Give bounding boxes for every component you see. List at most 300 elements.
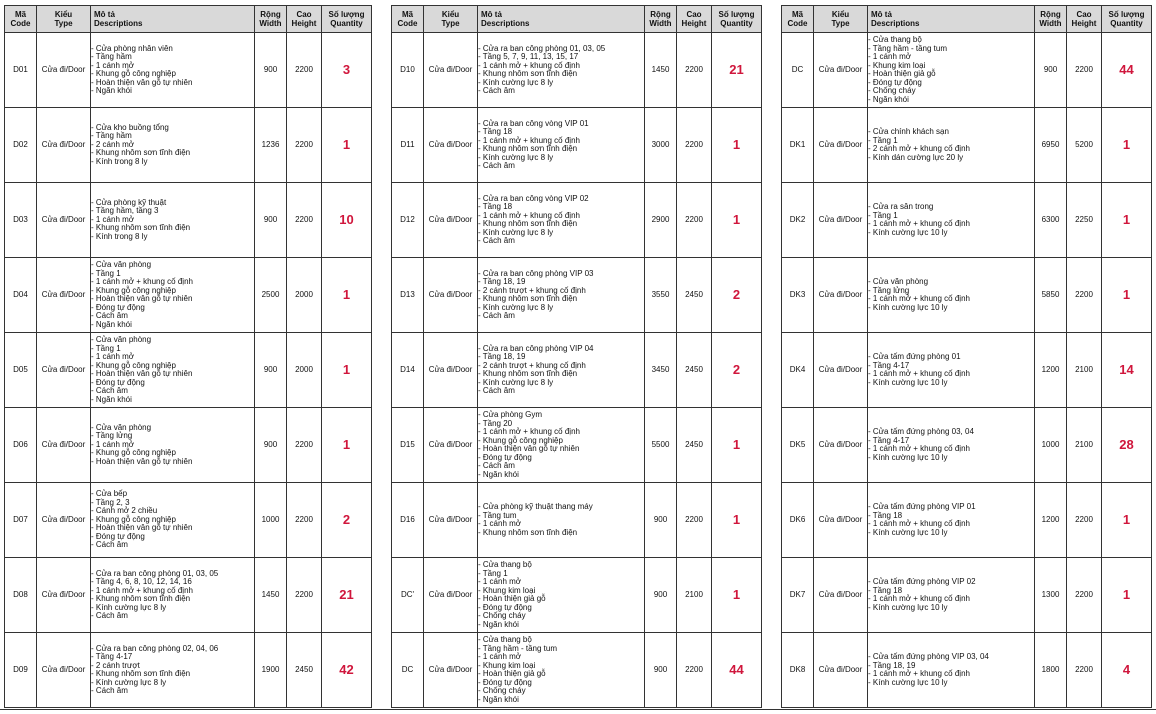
door-quantity: 1 — [712, 558, 762, 633]
description-line: - Cửa văn phòng — [91, 422, 152, 432]
description-line: - Kính cường lực 10 ly — [868, 377, 948, 387]
description-line: - Tầng 18, 19 — [868, 660, 916, 670]
description-line: - Khung nhôm sơn tĩnh điện — [91, 148, 191, 158]
description-line: - 2 cánh trượt — [91, 660, 140, 670]
door-type: Cửa đi/Door — [424, 333, 478, 408]
table-row — [782, 483, 1152, 558]
door-width: 2500 — [255, 258, 287, 333]
description-line: - Tầng lửng — [868, 285, 910, 295]
description-line: - Tầng hầm - tầng tum — [478, 643, 557, 653]
description-line: - 1 cánh mở + khung cố định — [478, 427, 580, 436]
description-line: - Tầng hầm — [91, 131, 132, 141]
description-line: - Kính cường lực 10 ly — [868, 602, 948, 612]
description-line: - Ngăn khói — [478, 694, 519, 704]
description-line: - Hoàn thiện vân gỗ tự nhiên — [91, 77, 193, 87]
table-row — [5, 108, 372, 183]
description-line: - Đóng tự động — [91, 302, 145, 312]
description-line: - Khung gỗ công nghiệp — [91, 448, 176, 458]
door-quantity: 1 — [712, 183, 762, 258]
description-line: - Tầng 18 — [478, 202, 513, 211]
door-type: Cửa đi/Door — [37, 408, 91, 483]
door-height: 2100 — [1067, 408, 1102, 483]
header-code: Mã Code — [5, 6, 37, 33]
description-line: - Cửa văn phòng — [868, 277, 929, 286]
description-line: - Kính cường lực 10 ly — [868, 227, 948, 237]
door-quantity: 44 — [1102, 33, 1152, 108]
description-line: - Hoàn thiện vân gỗ tự nhiên — [478, 444, 580, 453]
door-type: Cửa đi/Door — [814, 558, 868, 633]
description-line: - Khung gỗ công nghiệp — [91, 360, 176, 370]
description-line: - Tầng hầm — [91, 52, 132, 61]
door-description — [478, 333, 645, 408]
table-row — [782, 183, 1152, 258]
table-row — [782, 333, 1152, 408]
door-type: Cửa đi/Door — [37, 183, 91, 258]
description-line: - Khung nhôm sơn tĩnh điện — [91, 594, 191, 603]
description-line: - 1 cánh mở + khung cố định — [868, 219, 970, 228]
door-code: D01 — [5, 33, 37, 108]
door-height: 2450 — [677, 258, 712, 333]
description-line: - Cửa ra sân trong — [868, 202, 934, 211]
door-width: 1200 — [1035, 333, 1067, 408]
door-height: 2200 — [287, 108, 322, 183]
door-height: 2200 — [287, 483, 322, 558]
door-height: 2200 — [287, 558, 322, 633]
description-line: - Khung nhôm sơn tĩnh điện — [478, 144, 578, 153]
description-line: - Cửa tấm đứng phòng VIP 03, 04 — [868, 652, 989, 661]
header-code: Mã Code — [782, 6, 814, 33]
door-height: 2000 — [287, 258, 322, 333]
door-height: 2200 — [677, 183, 712, 258]
door-width: 3000 — [645, 108, 677, 183]
description-line: - Kính cường lực 8 ly — [478, 227, 554, 237]
door-height: 5200 — [1067, 108, 1102, 183]
description-line: - Cửa tấm đứng phòng 03, 04 — [868, 427, 974, 436]
door-type: Cửa đi/Door — [37, 108, 91, 183]
door-width: 1450 — [645, 33, 677, 108]
description-line: - Cửa ra ban công vòng VIP 01 — [478, 118, 589, 128]
description-line: - Khung kim loại — [478, 585, 536, 595]
header-width: Rộng Width — [645, 6, 677, 33]
description-line: - Ngăn khói — [478, 619, 519, 629]
description-line: - Tầng 1 — [868, 210, 898, 220]
door-width: 1200 — [1035, 483, 1067, 558]
door-width: 1450 — [255, 558, 287, 633]
description-line: - Cửa phòng Gym — [478, 410, 543, 419]
table-row — [392, 408, 762, 483]
door-type: Cửa đi/Door — [37, 483, 91, 558]
description-line: - 1 cánh mở — [91, 214, 135, 224]
door-quantity: 3 — [322, 33, 372, 108]
description-line: - Đóng tự động — [478, 602, 532, 612]
door-description — [868, 333, 1035, 408]
door-quantity: 44 — [712, 633, 762, 708]
description-line: - Cửa ra ban công phòng 01, 03, 05 — [478, 43, 606, 53]
door-quantity: 2 — [712, 333, 762, 408]
description-line: - Hoàn thiện vân gỗ tự nhiên — [91, 294, 193, 303]
door-type: Cửa đi/Door — [424, 633, 478, 708]
door-type: Cửa đi/Door — [814, 408, 868, 483]
description-line: - Khung nhôm sơn tĩnh điện — [478, 219, 578, 228]
door-width: 900 — [645, 558, 677, 633]
door-schedule-table-1 — [4, 5, 372, 708]
description-line: - Cách âm — [91, 386, 128, 395]
description-line: - 1 cánh mở — [91, 60, 135, 70]
table-row — [5, 183, 372, 258]
description-line: - Tầng 4-17 — [868, 435, 910, 445]
description-line: - 1 cánh mở — [478, 577, 522, 586]
door-width: 900 — [1035, 33, 1067, 108]
description-line: - Cửa thang bộ — [868, 35, 922, 44]
table-row — [5, 483, 372, 558]
door-description — [91, 333, 255, 408]
header-type: Kiểu Type — [814, 6, 868, 33]
door-code: D06 — [5, 408, 37, 483]
description-line: - Cách âm — [478, 311, 515, 320]
table-row — [782, 258, 1152, 333]
description-line: - Kính cường lực 10 ly — [868, 302, 948, 312]
door-type: Cửa đi/Door — [814, 108, 868, 183]
door-quantity: 1 — [1102, 183, 1152, 258]
description-line: - Ngăn khói — [868, 94, 909, 104]
description-line: - Khung nhôm sơn tĩnh điện — [478, 294, 578, 303]
table-row — [5, 333, 372, 408]
description-line: - Cửa phòng kỹ thuật — [91, 197, 167, 207]
door-code: D02 — [5, 108, 37, 183]
door-width: 1300 — [1035, 558, 1067, 633]
description-line: - Cửa tấm đứng phòng VIP 01 — [868, 502, 976, 511]
door-description — [868, 558, 1035, 633]
door-quantity: 1 — [712, 108, 762, 183]
description-line: - Cửa ra ban công phòng VIP 04 — [478, 343, 594, 353]
door-height: 2200 — [677, 33, 712, 108]
description-line: - Khung gỗ công nghiệp — [91, 285, 176, 295]
door-schedule-table-3 — [781, 5, 1152, 708]
door-height: 2200 — [287, 408, 322, 483]
door-quantity: 1 — [322, 258, 372, 333]
door-quantity: 14 — [1102, 333, 1152, 408]
description-line: - Cửa ra ban công phòng VIP 03 — [478, 268, 594, 278]
door-height: 2200 — [1067, 258, 1102, 333]
description-line: - Cửa chính khách sạn — [868, 127, 949, 136]
door-quantity: 1 — [322, 333, 372, 408]
description-line: - Tầng hầm - tầng tum — [868, 43, 947, 53]
description-line: - Cửa văn phòng — [91, 335, 152, 344]
door-description — [91, 183, 255, 258]
door-description — [478, 633, 645, 708]
description-line: - Tầng 18 — [868, 510, 903, 520]
table-row — [782, 633, 1152, 708]
door-code: D11 — [392, 108, 424, 183]
door-code: DC — [392, 633, 424, 708]
description-line: - Kính cường lực 8 ly — [478, 152, 554, 162]
description-line: - Khung nhôm sơn tĩnh điện — [91, 223, 191, 233]
door-description — [91, 633, 255, 708]
description-line: - Hoàn thiện vân gỗ tự nhiên — [91, 523, 193, 533]
door-code: D14 — [392, 333, 424, 408]
description-line: - Chống cháy — [478, 686, 526, 695]
door-code: DK4 — [782, 333, 814, 408]
door-description — [868, 33, 1035, 108]
door-width: 6300 — [1035, 183, 1067, 258]
door-width: 5850 — [1035, 258, 1067, 333]
description-line: - 1 cánh mở + khung cố định — [868, 294, 970, 303]
description-line: - Ngăn khói — [91, 394, 132, 404]
door-description — [478, 183, 645, 258]
description-line: - Khung kim loại — [868, 60, 926, 70]
description-line: - Cách âm — [91, 311, 128, 320]
door-width: 3450 — [645, 333, 677, 408]
description-line: - 1 cánh mở + khung cố định — [478, 135, 580, 145]
description-line: - Tầng 4, 6, 8, 10, 12, 14, 16 — [91, 577, 192, 586]
door-type: Cửa đi/Door — [37, 258, 91, 333]
header-height: Cao Height — [287, 6, 322, 33]
description-line: - 1 cánh mở — [91, 352, 135, 361]
door-type: Cửa đi/Door — [37, 558, 91, 633]
door-code: D13 — [392, 258, 424, 333]
description-line: - Kính cường lực 8 ly — [478, 77, 554, 87]
door-description — [868, 483, 1035, 558]
description-line: - Tầng lửng — [91, 431, 133, 441]
door-quantity: 10 — [322, 183, 372, 258]
description-line: - Ngăn khói — [478, 469, 519, 479]
door-height: 2450 — [287, 633, 322, 708]
header-type: Kiểu Type — [424, 6, 478, 33]
description-line: - Tầng 1 — [91, 343, 121, 353]
description-line: - 1 cánh mở — [478, 652, 522, 661]
door-quantity: 1 — [1102, 258, 1152, 333]
description-line: - 1 cánh mở + khung cố định — [91, 585, 193, 595]
door-quantity: 1 — [712, 408, 762, 483]
description-line: - Kính cường lực 10 ly — [868, 452, 948, 462]
description-line: - Tầng 1 — [478, 568, 508, 578]
description-line: - Đóng tự động — [478, 677, 532, 687]
description-line: - Khung kim loại — [478, 660, 536, 670]
door-code: D12 — [392, 183, 424, 258]
door-description — [91, 33, 255, 108]
description-line: - Cửa phòng nhân viên — [91, 43, 173, 53]
door-type: Cửa đi/Door — [814, 258, 868, 333]
door-type: Cửa đi/Door — [814, 483, 868, 558]
door-quantity: 2 — [712, 258, 762, 333]
door-type: Cửa đi/Door — [814, 333, 868, 408]
door-description — [478, 408, 645, 483]
door-type: Cửa đi/Door — [814, 633, 868, 708]
description-line: - 1 cánh mở + khung cố định — [868, 519, 970, 528]
door-description — [91, 258, 255, 333]
door-height: 2250 — [1067, 183, 1102, 258]
description-line: - Kính trong 8 ly — [91, 231, 148, 241]
description-line: - Tầng 18 — [478, 127, 513, 136]
description-line: - Cửa phòng kỹ thuật thang máy — [478, 502, 593, 511]
table-row — [5, 558, 372, 633]
door-code: D07 — [5, 483, 37, 558]
header-descriptions: Mô tả Descriptions — [91, 6, 255, 33]
description-line: - Kính cường lực 10 ly — [868, 677, 948, 687]
description-line: - Kính trong 8 ly — [91, 156, 148, 166]
description-line: - Tầng tum — [478, 510, 517, 520]
door-code: DC — [782, 33, 814, 108]
door-type: Cửa đi/Door — [424, 183, 478, 258]
description-line: - 1 cánh mở + khung cố định — [868, 444, 970, 453]
header-quantity: Số lượng Quantity — [322, 6, 372, 33]
description-line: - Cửa thang bộ — [478, 635, 532, 644]
door-width: 6950 — [1035, 108, 1067, 183]
door-description — [91, 558, 255, 633]
door-type: Cửa đi/Door — [37, 33, 91, 108]
description-line: - Tầng 4-17 — [868, 360, 910, 370]
door-quantity: 1 — [322, 108, 372, 183]
description-line: - Tầng 5, 7, 9, 11, 13, 15, 17 — [478, 52, 579, 61]
description-line: - Cách âm — [478, 461, 515, 470]
door-description — [478, 108, 645, 183]
description-line: - Ngăn khói — [91, 86, 132, 95]
description-line: - Kính cường lực 10 ly — [868, 527, 948, 537]
description-line: - Ngăn khói — [91, 319, 132, 329]
door-description — [868, 108, 1035, 183]
table-row — [392, 108, 762, 183]
door-code: D03 — [5, 183, 37, 258]
table-row — [782, 108, 1152, 183]
description-line: - Đóng tự động — [91, 377, 145, 387]
door-quantity: 4 — [1102, 633, 1152, 708]
door-quantity: 2 — [322, 483, 372, 558]
description-line: - Cửa ra ban công vòng VIP 02 — [478, 193, 589, 203]
door-quantity: 1 — [1102, 558, 1152, 633]
description-line: - Tầng 2, 3 — [91, 497, 130, 507]
table-row — [5, 633, 372, 708]
header-row — [782, 6, 1152, 33]
description-line: - Khung gỗ công nghiệp — [478, 435, 563, 445]
header-code: Mã Code — [392, 6, 424, 33]
description-line: - Cách âm — [478, 236, 515, 245]
door-width: 900 — [255, 408, 287, 483]
description-line: - Chống cháy — [478, 611, 526, 620]
door-width: 900 — [255, 33, 287, 108]
description-line: - 2 cánh trượt + khung cố định — [478, 360, 586, 370]
next-page-edge — [0, 709, 1156, 714]
door-description — [91, 108, 255, 183]
description-line: - Khung gỗ công nghiệp — [91, 69, 176, 78]
door-quantity: 1 — [1102, 108, 1152, 183]
door-description — [868, 633, 1035, 708]
table-row — [392, 633, 762, 708]
description-line: - Hoàn thiện vân gỗ tự nhiên — [91, 369, 193, 378]
door-height: 2100 — [677, 558, 712, 633]
description-line: - Hoàn thiện giả gỗ — [478, 594, 546, 603]
description-line: - Kính cường lực 8 ly — [91, 677, 167, 687]
table-row — [782, 33, 1152, 108]
door-width: 900 — [255, 333, 287, 408]
description-line: - Kính cường lực 8 ly — [478, 377, 554, 387]
description-line: - Tầng 4-17 — [91, 652, 133, 661]
description-line: - 1 cánh mở + khung cố định — [868, 594, 970, 603]
door-width: 1000 — [1035, 408, 1067, 483]
description-line: - Kính dán cường lực 20 ly — [868, 152, 964, 162]
door-description — [868, 258, 1035, 333]
header-width: Rộng Width — [255, 6, 287, 33]
description-line: - Tầng 1 — [91, 268, 121, 278]
description-line: - Cách âm — [478, 86, 515, 95]
table-row — [392, 483, 762, 558]
door-width: 1900 — [255, 633, 287, 708]
door-height: 2200 — [1067, 33, 1102, 108]
table-row — [392, 183, 762, 258]
description-line: - Khung nhôm sơn tĩnh điện — [91, 669, 191, 678]
door-quantity: 28 — [1102, 408, 1152, 483]
header-width: Rộng Width — [1035, 6, 1067, 33]
description-line: - Cửa kho buồng tổng — [91, 122, 169, 132]
description-line: - Cách âm — [478, 161, 515, 170]
door-height: 2200 — [1067, 558, 1102, 633]
description-line: - 1 cánh mở + khung cố định — [868, 669, 970, 678]
door-width: 1800 — [1035, 633, 1067, 708]
door-height: 2450 — [677, 333, 712, 408]
description-line: - Tầng 20 — [478, 418, 513, 428]
door-quantity: 21 — [322, 558, 372, 633]
header-height: Cao Height — [677, 6, 712, 33]
description-line: - 1 cánh mở + khung cố định — [478, 60, 580, 70]
description-line: - Khung nhôm sơn tĩnh điện — [478, 369, 578, 378]
door-type: Cửa đi/Door — [424, 558, 478, 633]
door-height: 2200 — [677, 108, 712, 183]
door-code: D10 — [392, 33, 424, 108]
description-line: - Khung nhôm sơn tĩnh điện — [478, 527, 578, 537]
door-code: DK5 — [782, 408, 814, 483]
table-row — [782, 558, 1152, 633]
door-height: 2200 — [287, 33, 322, 108]
door-description — [91, 483, 255, 558]
description-line: - Hoàn thiện giả gỗ — [868, 69, 936, 78]
door-width: 2900 — [645, 183, 677, 258]
door-quantity: 1 — [1102, 483, 1152, 558]
description-line: - Cửa văn phòng — [91, 260, 152, 269]
header-descriptions: Mô tả Descriptions — [478, 6, 645, 33]
description-line: - Hoàn thiện giả gỗ — [478, 669, 546, 678]
description-line: - Khung nhôm sơn tĩnh điện — [478, 69, 578, 78]
door-code: D04 — [5, 258, 37, 333]
table-row — [5, 408, 372, 483]
description-line: - Đóng tự động — [868, 77, 922, 87]
description-line: - Cách âm — [91, 611, 128, 620]
door-description — [478, 483, 645, 558]
description-line: - Kính cường lực 8 ly — [91, 602, 167, 612]
description-line: - 1 cánh mở — [868, 52, 912, 61]
door-type: Cửa đi/Door — [37, 633, 91, 708]
header-quantity: Số lượng Quantity — [1102, 6, 1152, 33]
door-height: 2200 — [1067, 633, 1102, 708]
description-line: - Cửa bếp — [91, 489, 128, 499]
door-code: D15 — [392, 408, 424, 483]
door-code: D05 — [5, 333, 37, 408]
description-line: - Khung gỗ công nghiệp — [91, 514, 176, 524]
header-height: Cao Height — [1067, 6, 1102, 33]
description-line: - Cánh mở 2 chiều — [91, 506, 158, 516]
description-line: - Đóng tự động — [91, 531, 145, 541]
door-height: 2200 — [677, 483, 712, 558]
door-height: 2000 — [287, 333, 322, 408]
door-description — [478, 558, 645, 633]
door-description — [868, 183, 1035, 258]
door-description — [478, 33, 645, 108]
table-row — [392, 558, 762, 633]
table-row — [782, 408, 1152, 483]
table-row — [392, 333, 762, 408]
door-width: 5500 — [645, 408, 677, 483]
description-line: - Cách âm — [91, 540, 128, 550]
door-description — [868, 408, 1035, 483]
description-line: - Hoàn thiện vân gỗ tự nhiên — [91, 456, 193, 466]
